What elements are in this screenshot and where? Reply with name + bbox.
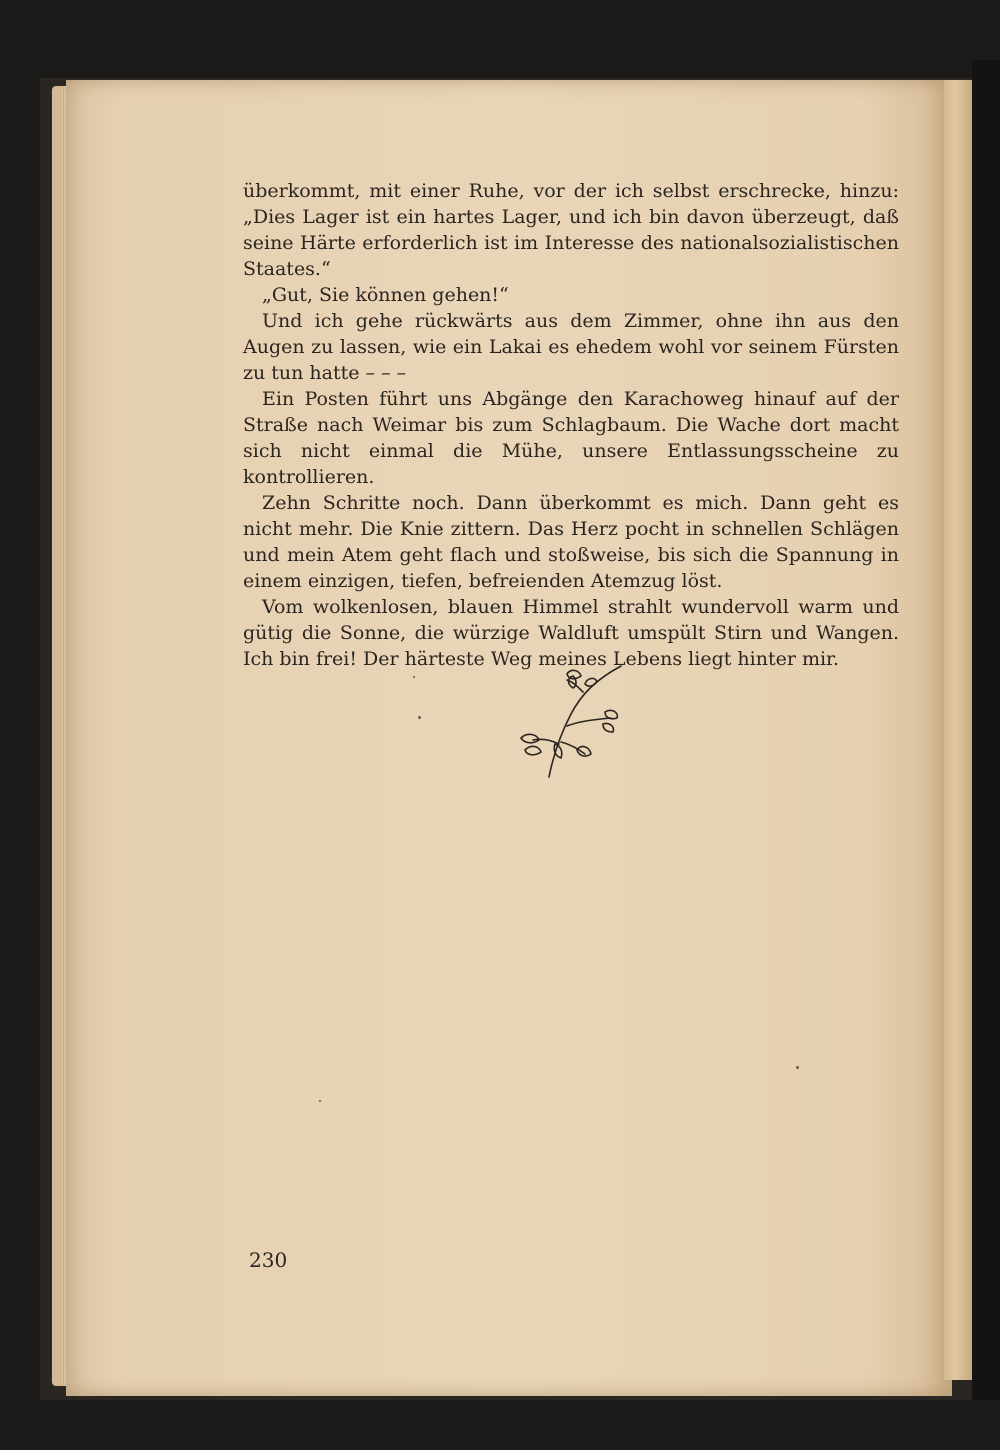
- paper-speck: [418, 716, 421, 719]
- paragraph-6: Vom wolkenlosen, blauen Himmel strahlt wundervoll warm und gütig die Sonne, die würzige Waldluft umspült Stirn und Wangen. Ich bin frei! Der härteste Weg meines Lebens liegt hinter mir.: [243, 596, 899, 670]
- paper-speck: [413, 676, 415, 678]
- body-text: [243, 178, 899, 672]
- paper-speck: [796, 1066, 799, 1069]
- branch-ornament-icon: [515, 662, 625, 782]
- paper-speck: [319, 1100, 321, 1102]
- page-number: 230: [249, 1248, 288, 1272]
- paragraph-1: überkommt, mit einer Ruhe, vor der ich selbst erschrecke, hinzu: „Dies Lager ist ein hartes Lager, und ich bin davon überzeugt, daß seine Härte erforderlich ist im Interesse des nationalsozialistischen Staates.“: [243, 180, 899, 280]
- page-gutter: [944, 80, 972, 1380]
- paragraph-3: Und ich gehe rückwärts aus dem Zimmer, ohne ihn aus den Augen zu lassen, wie ein Lakai es ehedem wohl vor seinem Fürsten zu tun hatte – – –: [243, 310, 899, 384]
- paragraph-2: „Gut, Sie können gehen!“: [262, 284, 509, 306]
- paragraph-4: Ein Posten führt uns Abgänge den Karachoweg hinauf auf der Straße nach Weimar bis zum Schlagbaum. Die Wache dort macht sich nicht einmal die Mühe, unsere Entlassungsscheine zu kontrollieren.: [243, 388, 899, 488]
- paragraph-5: Zehn Schritte noch. Dann überkommt es mich. Dann geht es nicht mehr. Die Knie zittern. Das Herz pocht in schnellen Schlägen und mein Atem geht flach und stoßweise, bis sich die Spannung in einem einzigen, tiefen, befreienden Atemzug löst.: [243, 492, 899, 592]
- background-dark-edge: [972, 60, 1000, 1400]
